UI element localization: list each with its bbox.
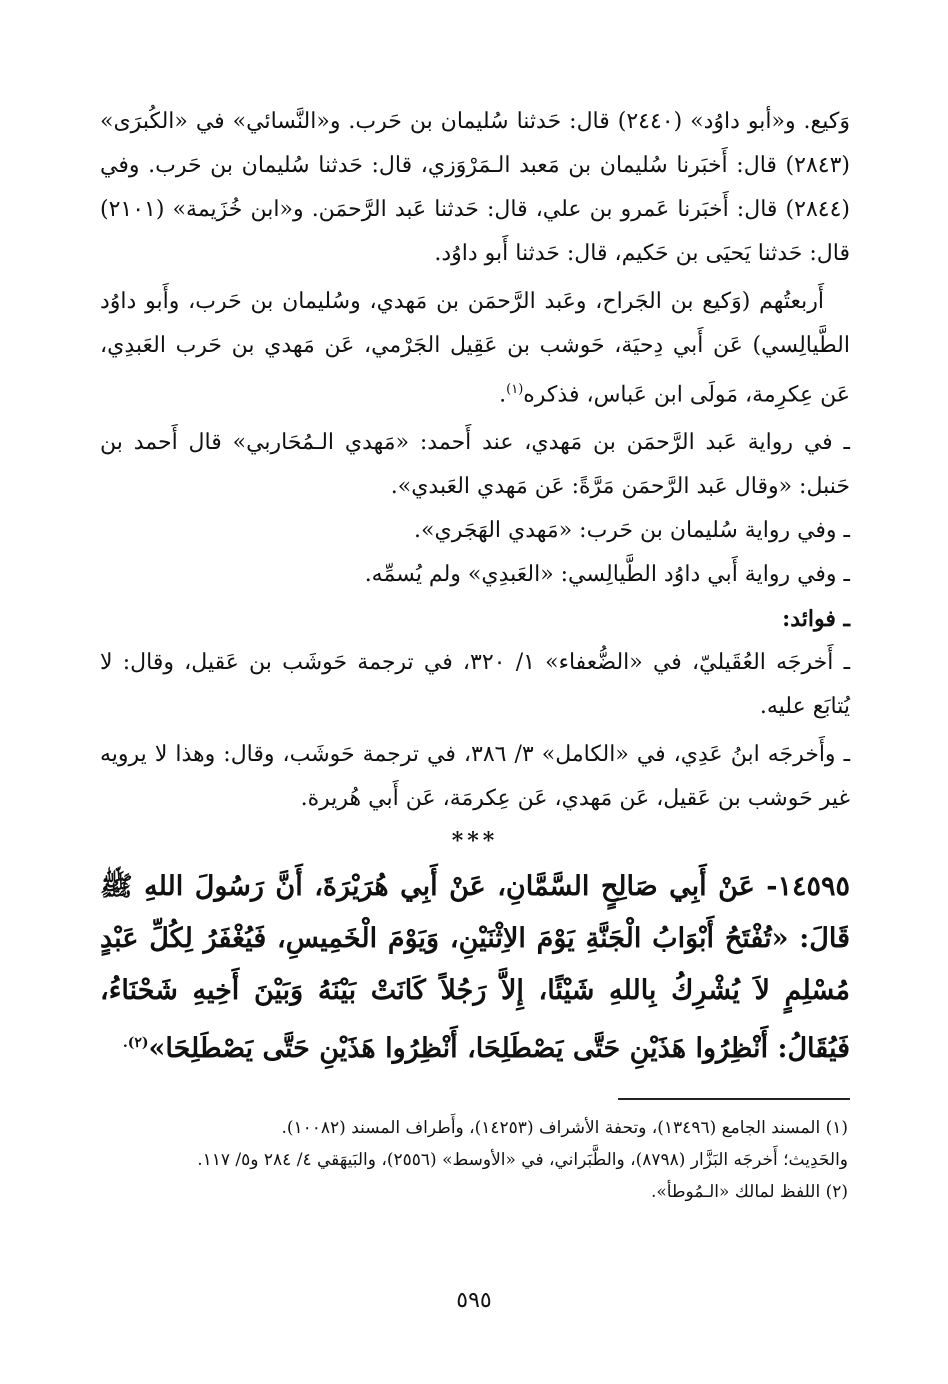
footnote-divider <box>618 1098 850 1100</box>
chain-text: أَربعتُهم (وَكيع بن الجَراح، وعَبد الرَّحمَن بن مَهدي، وسُليمان بن حَرب، وأَبو داوُد الطَّيالِسي) عَن أَبي دِحيَة، حَوشب بن عَقِيل الجَرْمي، عَن مَهدي بن حَرب العَبدِي، عَن عِكرِمة، مَولَى ابن عَباس، فذكره <box>100 289 850 408</box>
paragraph-variant-2: ـ وفي رواية سُليمان بن حَرب: «مَهدي الهَجَري». <box>414 518 850 544</box>
paragraph-variant-1: ـ في رواية عَبد الرَّحمَن بن مَهدي، عند أَحمد: «مَهدي الـمُحَاربي» قال أَحمد بن حَنبل: «وقال عَبد الرَّحمَن مَرَّةً: عَن مَهدي العَبدي». <box>100 430 850 500</box>
footnote-2: (٢) اللفظ لمالك «الـمُوطأ». <box>651 1182 848 1202</box>
footnote-ref-2: (٢). <box>122 1035 149 1052</box>
section-separator: *** <box>451 828 499 855</box>
footnotes <box>100 1112 848 1208</box>
paragraph-benefit-1: ـ أَخرجَه العُقَيليّ، في «الضُّعفاء» ١/ ٣٢٠، في ترجمة حَوشَب بن عَقيل، وقال: لا يُتابَع عليه. <box>100 650 851 720</box>
paragraph-chain: أَربعتُهم (وَكيع بن الجَراح، وعَبد الرَّحمَن بن مَهدي، وسُليمان بن حَرب، وأَبو داوُد الطَّيالِسي) عَن أَبي دِحيَة، حَوشب بن عَقِيل الجَرْمي، عَن مَهدي بن حَرب العَبدِي، عَن عِكرِمة، مَولَى ابن عَباس، فذكره$^{(١)}$. <box>100 289 850 408</box>
footnote-1: (١) المسند الجامع (١٣٤٩٦)، وتحفة الأشراف (١٤٢٥٣)، وأَطراف المسند (١٠٠٨٢). <box>281 1118 848 1138</box>
paragraph-benefit-2: ـ وأَخرجَه ابنُ عَدِي، في «الكامل» ٣/ ٣٨٦، في ترجمة حَوشَب، وقال: وهذا لا يرويه غير حَوشب بن عَقيل، عَن مَهدي، عَن عِكرمَة، عَن أَبي هُريرة. <box>100 742 851 812</box>
paragraph-variant-3: ـ وفي رواية أَبي داوُد الطَّيالِسي: «العَبدِي» ولم يُسمِّه. <box>364 562 850 588</box>
hadith-body: ١٤٥٩٥- عَنْ أَبِي صَالِحٍ السَّمَّانِ، عَنْ أَبِي هُرَيْرَةَ، أَنَّ رَسُولَ اللهِ ﷺ قَالَ: «تُفْتَحُ أَبْوَابُ الْجَنَّةِ يَوْمَ الاِثْنَيْنِ، وَيَوْمَ الْخَمِيسِ، فَيُغْفَرُ لِكُلِّ عَبْدٍ مُسْلِمٍ لاَ يُشْرِكُ بِاللهِ شَيْئًا، إِلاَّ رَجُلاً كَانَتْ بَيْنَهُ وَبَيْنَ أَخِيهِ شَحْنَاءُ، فَيُقَالُ: أَنْظِرُوا هَذَيْنِ حَتَّى يَصْطَلِحَا، أَنْظِرُوا هَذَيْنِ حَتَّى يَصْطَلِحَا» <box>100 871 850 1065</box>
main-text <box>100 100 850 1075</box>
page-number: ٥٩٥ <box>456 1288 492 1313</box>
paragraph-sources: وَكيع. و«أبو داوُد» (٢٤٤٠) قال: حَدثنا سُليمان بن حَرب. و«النَّسائي» في «الكُبرَى» (٢٨٤٣) قال: أَخبَرنا سُليمان بن مَعبد الـمَرْوَزي، قال: حَدثنا سُليمان بن حَرب. وفي (٢٨٤٤) قال: أَخبَرنا عَمرو بن علي، قال: حَدثنا عَبد الرَّحمَن. و«ابن خُزَيمة» (٢١٠١) قال: حَدثنا يَحيَى بن حَكيم، قال: حَدثنا أَبو داوُد. <box>100 109 850 266</box>
footnote-1-continued: والحَدِيث؛ أَخرجَه البَزَّار (٨٧٩٨)، والطَّبَراني، في «الأوسط» (٢٥٥٦)، والبَيهَقي ٤/ ٢٨٤ و٥/ ١١٧. <box>197 1150 848 1170</box>
hadith-text <box>100 861 850 1075</box>
footnote-ref-1: (١) <box>506 382 524 397</box>
section-heading: ـ فوائد: <box>782 606 850 633</box>
